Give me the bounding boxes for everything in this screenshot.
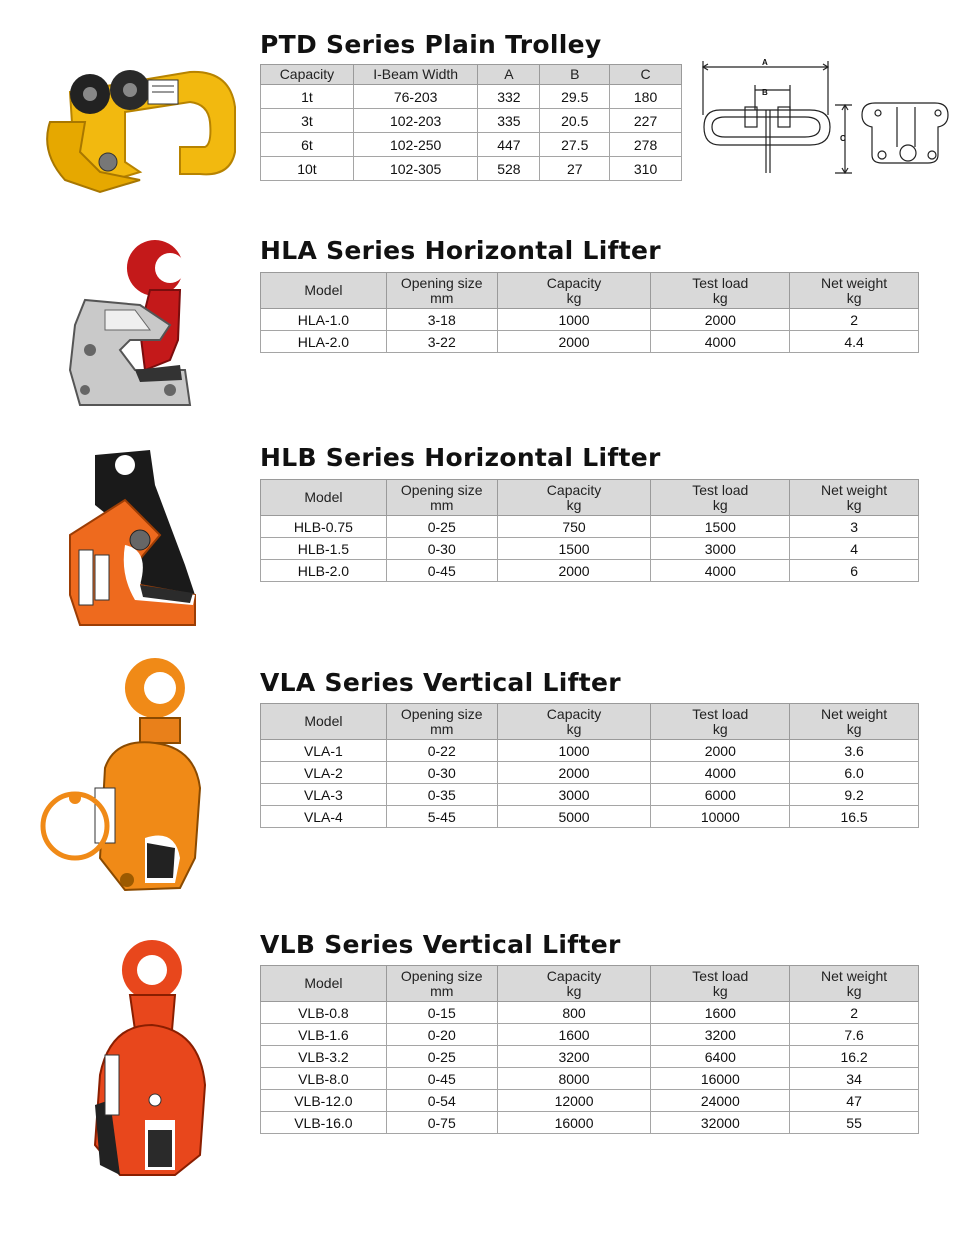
table-row <box>261 538 919 560</box>
col-header-unit: kg <box>712 720 728 737</box>
col-header-unit: mm <box>430 982 454 999</box>
table-row <box>261 1112 919 1134</box>
col-header <box>651 273 790 309</box>
table-cell: 180 <box>610 85 682 109</box>
table-cell: 16000 <box>497 1112 651 1134</box>
col-header-unit: mm <box>430 289 454 306</box>
table-cell: 0-25 <box>386 1046 497 1068</box>
col-header <box>651 966 790 1002</box>
table-cell: 8000 <box>497 1068 651 1090</box>
table-row <box>261 1002 919 1024</box>
table-cell: 2000 <box>497 560 651 582</box>
table-cell: VLA-1 <box>261 740 387 762</box>
table-cell: 1600 <box>497 1024 651 1046</box>
table-cell: 2 <box>790 1002 919 1024</box>
table-cell: 3000 <box>651 538 790 560</box>
table-cell: VLB-0.8 <box>261 1002 387 1024</box>
table-row <box>261 109 682 133</box>
col-header-label: Net weight <box>821 274 888 291</box>
col-header-label: Model <box>304 489 343 505</box>
vlb-title: VLB Series Vertical Lifter <box>260 930 621 959</box>
col-header-label: Opening size <box>400 705 483 722</box>
table-cell: 29.5 <box>540 85 610 109</box>
ptd-trolley-image <box>30 52 245 197</box>
table-cell: 102-203 <box>353 109 478 133</box>
col-header <box>790 273 919 309</box>
col-header-unit: mm <box>430 720 454 737</box>
col-header <box>790 704 919 740</box>
table-cell: 24000 <box>651 1090 790 1112</box>
col-header-unit: kg <box>712 496 728 513</box>
hlb-spec-table <box>260 479 919 582</box>
table-cell: 335 <box>478 109 540 133</box>
table-cell: 447 <box>478 133 540 157</box>
table-cell: 55 <box>790 1112 919 1134</box>
table-row <box>261 516 919 538</box>
table-row <box>261 85 682 109</box>
table-cell: 16000 <box>651 1068 790 1090</box>
col-header <box>790 966 919 1002</box>
col-header-label: Capacity <box>546 274 602 291</box>
table-cell: 227 <box>610 109 682 133</box>
col-header-label: Capacity <box>546 705 602 722</box>
col-header-unit: kg <box>566 289 582 306</box>
vlb-spec-table <box>260 965 919 1134</box>
table-cell: 0-35 <box>386 784 497 806</box>
table-cell: 1000 <box>497 309 651 331</box>
table-cell: 0-54 <box>386 1090 497 1112</box>
ptd-spec-table <box>260 64 682 181</box>
table-cell: 0-30 <box>386 762 497 784</box>
table-cell: 1500 <box>497 538 651 560</box>
table-cell: 47 <box>790 1090 919 1112</box>
col-header: C <box>610 65 682 85</box>
table-row <box>261 740 919 762</box>
col-header-label: Test load <box>692 705 749 722</box>
table-cell: 16.5 <box>790 806 919 828</box>
table-cell: 27.5 <box>540 133 610 157</box>
table-cell: 4000 <box>651 331 790 353</box>
table-header-row <box>261 966 919 1002</box>
col-header-label: Model <box>304 713 343 729</box>
table-cell: 4 <box>790 538 919 560</box>
col-header-unit: kg <box>846 982 862 999</box>
table-cell: 34 <box>790 1068 919 1090</box>
col-header-label: Opening size <box>400 481 483 498</box>
table-cell: 10000 <box>651 806 790 828</box>
hla-spec-table <box>260 272 919 353</box>
table-cell: 5-45 <box>386 806 497 828</box>
table-cell: 0-22 <box>386 740 497 762</box>
col-header <box>651 480 790 516</box>
table-cell: 2000 <box>651 309 790 331</box>
table-cell: 10t <box>261 157 354 181</box>
col-header-label: Opening size <box>400 274 483 291</box>
col-header-unit: kg <box>846 496 862 513</box>
table-cell: 1t <box>261 85 354 109</box>
hlb-lifter-image <box>65 445 210 630</box>
col-header <box>261 480 387 516</box>
table-cell: 2000 <box>497 331 651 353</box>
table-cell: VLB-1.6 <box>261 1024 387 1046</box>
col-header-label: Opening size <box>400 967 483 984</box>
col-header-label: Net weight <box>821 705 888 722</box>
col-header <box>261 966 387 1002</box>
table-cell: 3t <box>261 109 354 133</box>
vlb-lifter-image <box>90 935 215 1180</box>
table-cell: 20.5 <box>540 109 610 133</box>
hla-lifter-image <box>60 230 210 410</box>
table-cell: 3-18 <box>386 309 497 331</box>
table-header-row <box>261 704 919 740</box>
table-cell: 750 <box>497 516 651 538</box>
table-cell: 2000 <box>651 740 790 762</box>
col-header <box>386 704 497 740</box>
table-cell: HLB-1.5 <box>261 538 387 560</box>
col-header-label: Test load <box>692 967 749 984</box>
table-cell: 76-203 <box>353 85 478 109</box>
vla-spec-table <box>260 703 919 828</box>
table-cell: 310 <box>610 157 682 181</box>
diagram-label-b: B <box>762 88 768 97</box>
table-cell: 0-45 <box>386 560 497 582</box>
table-row <box>261 157 682 181</box>
table-cell: 0-25 <box>386 516 497 538</box>
table-cell: VLB-3.2 <box>261 1046 387 1068</box>
table-header-row <box>261 480 919 516</box>
table-row <box>261 784 919 806</box>
hlb-title: HLB Series Horizontal Lifter <box>260 443 661 472</box>
col-header-unit: kg <box>712 289 728 306</box>
table-cell: VLB-16.0 <box>261 1112 387 1134</box>
diagram-label-a: A <box>762 58 768 67</box>
table-cell: HLB-2.0 <box>261 560 387 582</box>
table-row <box>261 331 919 353</box>
table-cell: 332 <box>478 85 540 109</box>
vla-title: VLA Series Vertical Lifter <box>260 668 621 697</box>
table-header-row <box>261 65 682 85</box>
table-cell: HLA-2.0 <box>261 331 387 353</box>
table-cell: 0-20 <box>386 1024 497 1046</box>
table-cell: 3000 <box>497 784 651 806</box>
col-header <box>497 273 651 309</box>
col-header-unit: kg <box>712 982 728 999</box>
col-header-label: Capacity <box>546 481 602 498</box>
table-cell: 27 <box>540 157 610 181</box>
ptd-dimension-diagram <box>700 55 955 185</box>
table-cell: 102-305 <box>353 157 478 181</box>
col-header-unit: kg <box>566 982 582 999</box>
col-header-label: Capacity <box>546 967 602 984</box>
table-cell: VLB-12.0 <box>261 1090 387 1112</box>
ptd-title: PTD Series Plain Trolley <box>260 30 602 59</box>
table-cell: 1600 <box>651 1002 790 1024</box>
col-header <box>386 273 497 309</box>
table-cell: 528 <box>478 157 540 181</box>
col-header <box>497 704 651 740</box>
table-cell: 4000 <box>651 560 790 582</box>
col-header <box>386 966 497 1002</box>
table-cell: HLA-1.0 <box>261 309 387 331</box>
col-header-label: Net weight <box>821 481 888 498</box>
table-cell: 16.2 <box>790 1046 919 1068</box>
col-header-unit: kg <box>566 720 582 737</box>
table-cell: 800 <box>497 1002 651 1024</box>
table-cell: 3200 <box>497 1046 651 1068</box>
table-cell: VLA-3 <box>261 784 387 806</box>
vla-lifter-image <box>35 658 215 898</box>
table-cell: 278 <box>610 133 682 157</box>
table-cell: 7.6 <box>790 1024 919 1046</box>
col-header-label: Test load <box>692 481 749 498</box>
col-header <box>261 273 387 309</box>
table-cell: 0-30 <box>386 538 497 560</box>
col-header-unit: kg <box>566 496 582 513</box>
table-cell: HLB-0.75 <box>261 516 387 538</box>
col-header-unit: kg <box>846 720 862 737</box>
col-header <box>261 704 387 740</box>
col-header: I-Beam Width <box>353 65 478 85</box>
table-cell: 6.0 <box>790 762 919 784</box>
col-header: Capacity <box>261 65 354 85</box>
table-cell: 6000 <box>651 784 790 806</box>
table-cell: 9.2 <box>790 784 919 806</box>
table-cell: 4000 <box>651 762 790 784</box>
col-header <box>497 966 651 1002</box>
table-cell: 5000 <box>497 806 651 828</box>
col-header-unit: kg <box>846 289 862 306</box>
col-header-label: Net weight <box>821 967 888 984</box>
table-cell: 0-75 <box>386 1112 497 1134</box>
table-cell: 3.6 <box>790 740 919 762</box>
table-cell: 3200 <box>651 1024 790 1046</box>
table-cell: 6t <box>261 133 354 157</box>
table-cell: 0-45 <box>386 1068 497 1090</box>
col-header <box>651 704 790 740</box>
col-header-label: Model <box>304 975 343 991</box>
col-header-label: Test load <box>692 274 749 291</box>
table-header-row <box>261 273 919 309</box>
table-row <box>261 806 919 828</box>
table-row <box>261 560 919 582</box>
table-cell: 2 <box>790 309 919 331</box>
diagram-label-c: C <box>840 134 846 143</box>
table-row <box>261 1046 919 1068</box>
col-header <box>497 480 651 516</box>
table-row <box>261 1068 919 1090</box>
col-header-label: Model <box>304 282 343 298</box>
table-cell: 102-250 <box>353 133 478 157</box>
table-cell: 12000 <box>497 1090 651 1112</box>
table-cell: VLA-4 <box>261 806 387 828</box>
col-header: A <box>478 65 540 85</box>
table-cell: 3 <box>790 516 919 538</box>
table-cell: VLB-8.0 <box>261 1068 387 1090</box>
col-header <box>386 480 497 516</box>
table-cell: 1500 <box>651 516 790 538</box>
table-row <box>261 133 682 157</box>
table-cell: 1000 <box>497 740 651 762</box>
table-cell: 0-15 <box>386 1002 497 1024</box>
col-header: B <box>540 65 610 85</box>
col-header <box>790 480 919 516</box>
table-row <box>261 309 919 331</box>
table-cell: 4.4 <box>790 331 919 353</box>
col-header-unit: mm <box>430 496 454 513</box>
table-row <box>261 762 919 784</box>
table-cell: 2000 <box>497 762 651 784</box>
table-row <box>261 1024 919 1046</box>
table-cell: 6400 <box>651 1046 790 1068</box>
table-cell: 3-22 <box>386 331 497 353</box>
table-row <box>261 1090 919 1112</box>
table-cell: 32000 <box>651 1112 790 1134</box>
table-cell: VLA-2 <box>261 762 387 784</box>
table-cell: 6 <box>790 560 919 582</box>
hla-title: HLA Series Horizontal Lifter <box>260 236 661 265</box>
